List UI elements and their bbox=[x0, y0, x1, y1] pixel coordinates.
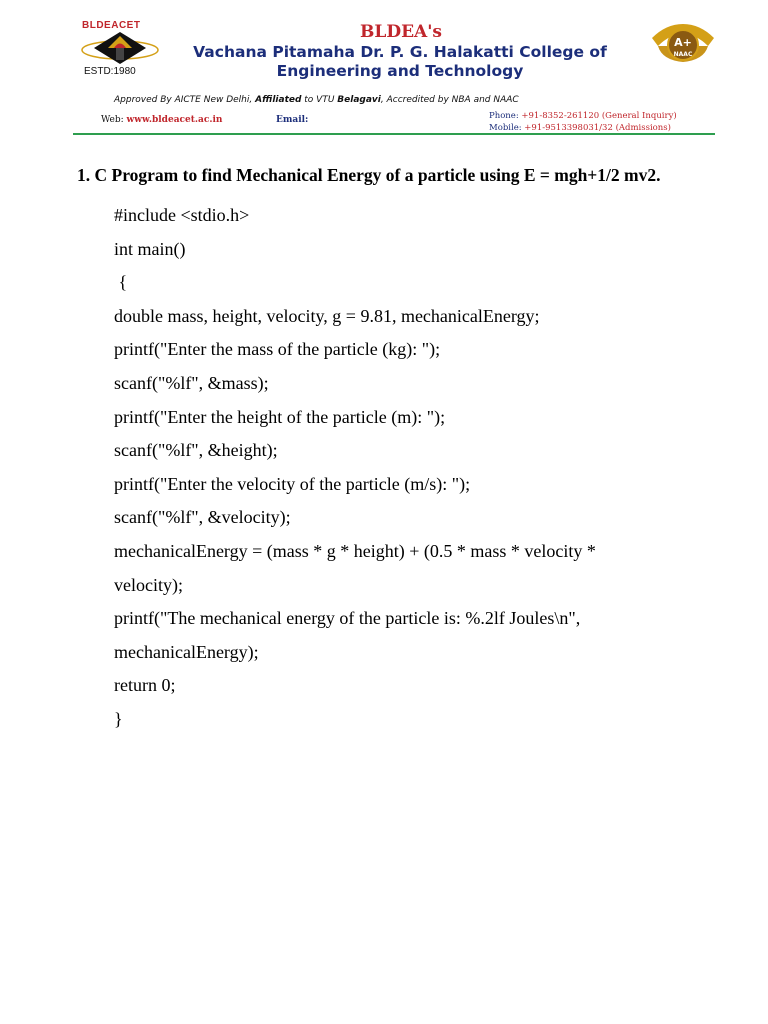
code-line: scanf("%lf", &height); bbox=[114, 440, 278, 461]
program-heading: 1. C Program to find Mechanical Energy of a particle using E = mgh+1/2 mv2. bbox=[77, 165, 661, 185]
logo-established: ESTD:1980 bbox=[84, 66, 136, 77]
naac-badge bbox=[648, 20, 718, 66]
code-line: { bbox=[114, 272, 128, 293]
website-link[interactable]: www.bldeacet.ac.in bbox=[126, 115, 223, 125]
college-name bbox=[160, 43, 640, 81]
code-line: int main() bbox=[114, 238, 186, 259]
phone-label: Phone: bbox=[489, 111, 522, 121]
contact-block bbox=[489, 110, 677, 134]
approval-text-3: , Accredited by NBA and NAAC bbox=[380, 95, 519, 105]
approval-affiliated: Affiliated bbox=[255, 95, 302, 105]
code-line: scanf("%lf", &velocity); bbox=[114, 507, 291, 528]
code-line: return 0; bbox=[114, 675, 176, 696]
code-line: #include <stdio.h> bbox=[114, 205, 250, 225]
naac-grade: A+ bbox=[674, 36, 692, 49]
website-line bbox=[101, 115, 222, 125]
code-listing bbox=[114, 199, 704, 737]
phone-value: +91-8352-261120 (General Inquiry) bbox=[521, 111, 677, 121]
code-line: printf("Enter the height of the particle (m): "); bbox=[114, 406, 446, 427]
logo-abbreviation: BLDEACET bbox=[82, 20, 141, 31]
mobile-value: +91-9513398031/32 (Admissions) bbox=[524, 123, 671, 133]
code-line: printf("The mechanical energy of the particle is: %.2lf Joules\n", bbox=[114, 608, 581, 629]
phone-line bbox=[489, 110, 677, 122]
college-name-line-2: Engineering and Technology bbox=[276, 62, 524, 80]
code-line: mechanicalEnergy = (mass * g * height) + (0.5 * mass * velocity * bbox=[114, 540, 596, 561]
code-line: printf("Enter the mass of the particle (kg): "); bbox=[114, 339, 441, 360]
email-label: Email: bbox=[276, 115, 309, 125]
approval-text-2: to VTU bbox=[301, 95, 338, 105]
code-line: } bbox=[114, 708, 123, 729]
college-name-line-1: Vachana Pitamaha Dr. P. G. Halakatti College of bbox=[193, 43, 607, 61]
naac-seal-icon bbox=[648, 20, 718, 66]
code-line: scanf("%lf", &mass); bbox=[114, 372, 269, 393]
code-line: velocity); bbox=[114, 574, 183, 595]
header-divider bbox=[73, 133, 715, 135]
code-line: mechanicalEnergy); bbox=[114, 641, 259, 662]
website-label: Web: bbox=[101, 115, 127, 125]
naac-label: NAAC bbox=[673, 51, 693, 58]
mobile-label: Mobile: bbox=[489, 123, 525, 133]
approval-belagavi: Belagavi bbox=[337, 95, 381, 105]
code-line: double mass, height, velocity, g = 9.81, mechanicalEnergy; bbox=[114, 305, 540, 326]
approval-line bbox=[114, 95, 519, 105]
letterhead bbox=[0, 0, 768, 140]
code-line: printf("Enter the velocity of the particle (m/s): "); bbox=[114, 473, 471, 494]
approval-text-1: Approved By AICTE New Delhi, bbox=[114, 95, 256, 105]
org-name: BLDEA's bbox=[360, 22, 442, 42]
